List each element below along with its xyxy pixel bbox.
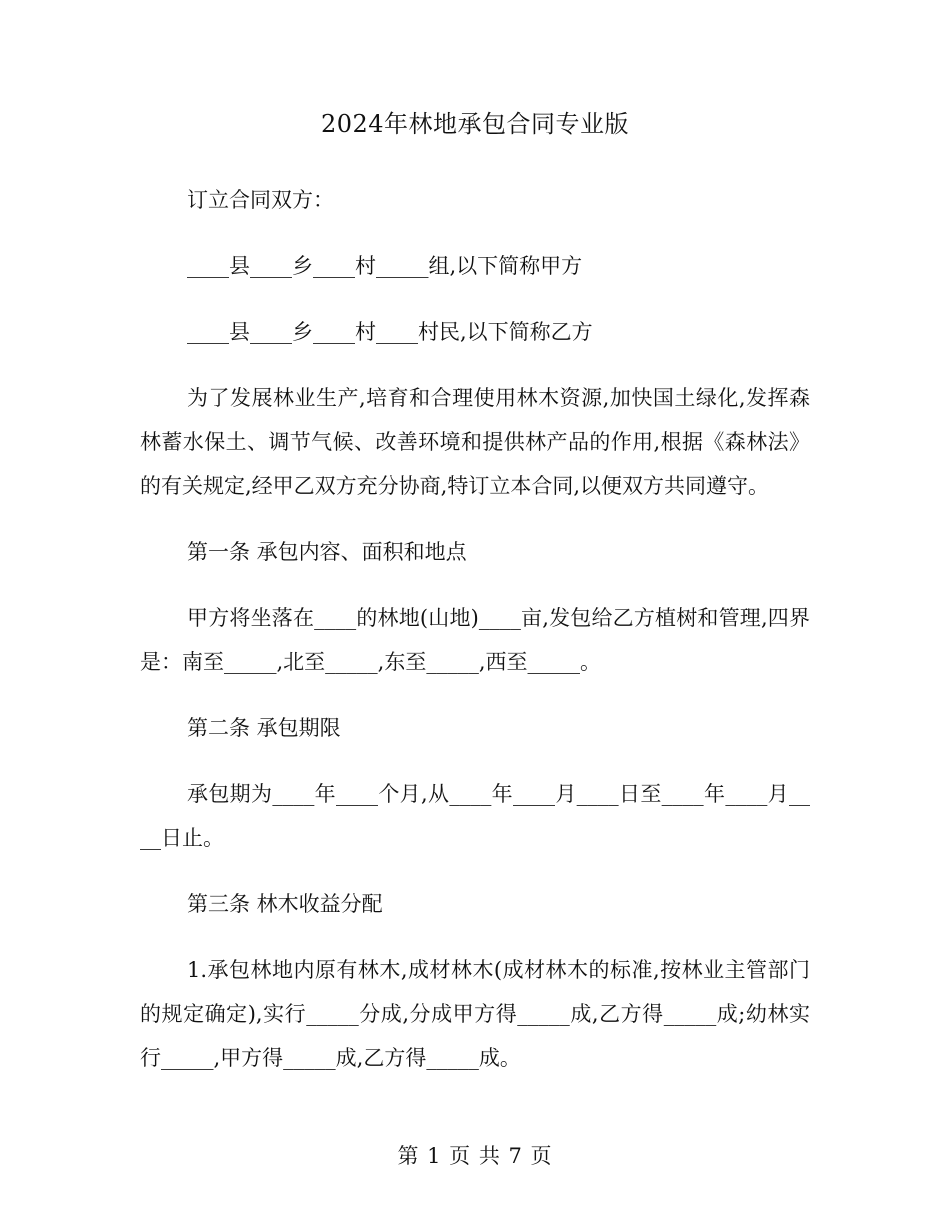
article-2-heading: 第二条 承包期限 [187, 716, 341, 740]
article-1-content: 甲方将坐落在____的林地(山地)____亩,发包给乙方植树和管理,四界是：南至_____,北至_____,东至_____,西至_____。 [140, 606, 810, 674]
page-footer: 第 1 页 共 7 页 [397, 1144, 553, 1168]
paragraph-parties-intro: 订立合同双方： [187, 188, 334, 212]
document-title: 2024年林地承包合同专业版 [320, 110, 630, 138]
article-2-content: 承包期为____年____个月,从____年____月____日至____年____月____日止。 [140, 782, 810, 850]
article-1-heading: 第一条 承包内容、面积和地点 [187, 540, 467, 564]
paragraph-purpose: 为了发展林业生产,培育和合理使用林木资源,加快国土绿化,发挥森林蓄水保土、调节气候、改善环境和提供林产品的作用,根据《森林法》的有关规定,经甲乙双方充分协商,特订立本合同,以便双方共同遵守。 [140, 386, 810, 498]
article-3-heading: 第三条 林木收益分配 [187, 892, 383, 916]
document-body [140, 178, 810, 1102]
paragraph-party-b: ____县____乡____村____村民,以下简称乙方 [187, 320, 593, 344]
paragraph-party-a: ____县____乡____村_____组,以下简称甲方 [187, 254, 583, 278]
article-3-item-1: 1.承包林地内原有林木,成材林木(成材林木的标准,按林业主管部门的规定确定),实行_____分成,分成甲方得_____成,乙方得_____成;幼林实行_____,甲方得_____成,乙方得_____成。 [140, 958, 810, 1070]
